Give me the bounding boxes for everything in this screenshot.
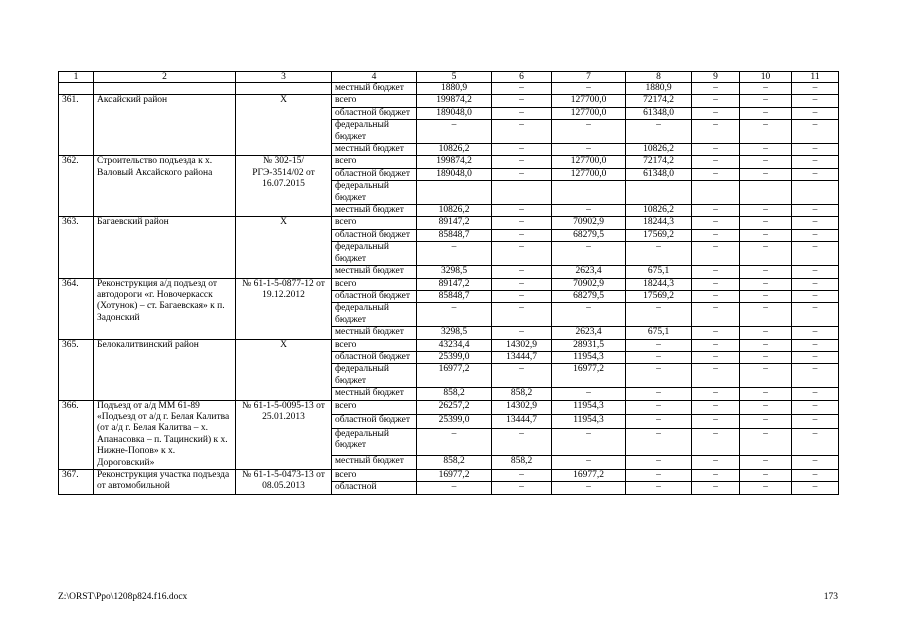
value-cell: 89147,2 bbox=[417, 217, 492, 229]
value-cell: 25399,0 bbox=[417, 414, 492, 428]
value-cell: – bbox=[740, 388, 792, 400]
value-cell: – bbox=[740, 470, 792, 482]
entry-name: Белокалитвинский район bbox=[94, 339, 236, 400]
value-cell: – bbox=[740, 290, 792, 302]
value-cell: – bbox=[417, 242, 492, 266]
value-cell: 26257,2 bbox=[417, 400, 492, 414]
value-cell bbox=[492, 181, 552, 205]
value-cell: 189048,0 bbox=[417, 168, 492, 180]
value-cell: – bbox=[626, 470, 692, 482]
value-cell bbox=[552, 181, 626, 205]
value-cell: 10826,2 bbox=[626, 144, 692, 156]
value-cell: – bbox=[552, 242, 626, 266]
value-cell: – bbox=[492, 229, 552, 241]
column-header: 10 bbox=[740, 72, 792, 83]
column-header: 7 bbox=[552, 72, 626, 83]
entry-number: 367. bbox=[59, 470, 94, 495]
value-cell: – bbox=[492, 144, 552, 156]
value-cell: – bbox=[740, 266, 792, 278]
value-cell: – bbox=[692, 470, 740, 482]
budget-label: всего bbox=[332, 95, 417, 107]
value-cell: – bbox=[417, 428, 492, 455]
value-cell: – bbox=[692, 229, 740, 241]
value-cell: 675,1 bbox=[626, 327, 692, 339]
value-cell: – bbox=[692, 482, 740, 494]
value-cell: 858,2 bbox=[492, 455, 552, 469]
value-cell: 14302,9 bbox=[492, 400, 552, 414]
value-cell: 17569,2 bbox=[626, 290, 692, 302]
budget-label: местный бюджет bbox=[332, 144, 417, 156]
value-cell: – bbox=[692, 455, 740, 469]
value-cell: 25399,0 bbox=[417, 351, 492, 363]
value-cell: – bbox=[740, 351, 792, 363]
value-cell: 18244,3 bbox=[626, 278, 692, 290]
value-cell: – bbox=[692, 144, 740, 156]
budget-label: областной bbox=[332, 482, 417, 494]
entry-number: 365. bbox=[59, 339, 94, 400]
value-cell: 127700,0 bbox=[552, 107, 626, 119]
budget-label: федеральный бюджет bbox=[332, 242, 417, 266]
footer-file-path: Z:\ORST\Ppo\1208p824.f16.docx bbox=[58, 592, 188, 602]
budget-label: областной бюджет bbox=[332, 414, 417, 428]
table-row bbox=[59, 339, 839, 351]
value-cell: – bbox=[792, 217, 839, 229]
value-cell: 16977,2 bbox=[552, 470, 626, 482]
value-cell: – bbox=[792, 327, 839, 339]
value-cell: – bbox=[692, 266, 740, 278]
value-cell: 13444,7 bbox=[492, 351, 552, 363]
entry-name: Багаевский район bbox=[94, 217, 236, 278]
value-cell: – bbox=[552, 205, 626, 217]
value-cell: – bbox=[492, 242, 552, 266]
value-cell: 16977,2 bbox=[417, 470, 492, 482]
value-cell: – bbox=[740, 217, 792, 229]
value-cell: – bbox=[792, 428, 839, 455]
value-cell: – bbox=[626, 400, 692, 414]
value-cell: – bbox=[492, 482, 552, 494]
value-cell: – bbox=[417, 482, 492, 494]
column-header: 11 bbox=[792, 72, 839, 83]
budget-label: областной бюджет bbox=[332, 351, 417, 363]
budget-label: областной бюджет bbox=[332, 168, 417, 180]
entry-doc: № 302-15/РГЭ-3514/02 от 16.07.2015 bbox=[236, 156, 332, 217]
value-cell: – bbox=[492, 168, 552, 180]
budget-label: всего bbox=[332, 217, 417, 229]
value-cell: – bbox=[626, 428, 692, 455]
value-cell: – bbox=[626, 339, 692, 351]
value-cell: – bbox=[552, 455, 626, 469]
value-cell: – bbox=[492, 327, 552, 339]
value-cell: – bbox=[492, 83, 552, 95]
value-cell: – bbox=[740, 414, 792, 428]
value-cell: 17569,2 bbox=[626, 229, 692, 241]
value-cell: – bbox=[626, 364, 692, 388]
value-cell: 3298,5 bbox=[417, 266, 492, 278]
budget-label: федеральный бюджет bbox=[332, 303, 417, 327]
value-cell: – bbox=[740, 229, 792, 241]
value-cell: – bbox=[692, 107, 740, 119]
budget-label: областной бюджет bbox=[332, 107, 417, 119]
value-cell: – bbox=[417, 120, 492, 144]
value-cell: – bbox=[740, 168, 792, 180]
value-cell: 14302,9 bbox=[492, 339, 552, 351]
value-cell: – bbox=[626, 242, 692, 266]
value-cell: – bbox=[740, 156, 792, 168]
value-cell: 11954,3 bbox=[552, 400, 626, 414]
budget-table bbox=[58, 71, 839, 495]
value-cell: – bbox=[417, 303, 492, 327]
entry-doc-cell bbox=[236, 83, 332, 95]
entry-number: 366. bbox=[59, 400, 94, 469]
value-cell: 10826,2 bbox=[626, 205, 692, 217]
page-number: 173 bbox=[823, 592, 838, 602]
value-cell: 10826,2 bbox=[417, 144, 492, 156]
budget-label: всего bbox=[332, 278, 417, 290]
value-cell: – bbox=[492, 107, 552, 119]
entry-number-cell bbox=[59, 83, 94, 95]
value-cell: – bbox=[692, 120, 740, 144]
value-cell: 13444,7 bbox=[492, 414, 552, 428]
value-cell bbox=[692, 181, 740, 205]
value-cell: – bbox=[792, 278, 839, 290]
value-cell: – bbox=[626, 388, 692, 400]
value-cell: 11954,3 bbox=[552, 351, 626, 363]
value-cell: 68279,5 bbox=[552, 229, 626, 241]
value-cell: – bbox=[692, 364, 740, 388]
value-cell: 16977,2 bbox=[417, 364, 492, 388]
value-cell: – bbox=[626, 455, 692, 469]
value-cell: – bbox=[792, 388, 839, 400]
value-cell: 3298,5 bbox=[417, 327, 492, 339]
value-cell: – bbox=[792, 95, 839, 107]
value-cell: – bbox=[492, 95, 552, 107]
budget-label: местный бюджет bbox=[332, 455, 417, 469]
value-cell: – bbox=[552, 482, 626, 494]
value-cell: – bbox=[792, 242, 839, 266]
value-cell: – bbox=[626, 414, 692, 428]
value-cell: 28931,5 bbox=[552, 339, 626, 351]
value-cell: – bbox=[792, 339, 839, 351]
value-cell: – bbox=[740, 339, 792, 351]
value-cell: – bbox=[692, 217, 740, 229]
column-header: 1 bbox=[59, 72, 94, 83]
value-cell: – bbox=[626, 303, 692, 327]
value-cell: – bbox=[792, 303, 839, 327]
budget-label: всего bbox=[332, 470, 417, 482]
value-cell: – bbox=[792, 414, 839, 428]
value-cell: – bbox=[692, 83, 740, 95]
value-cell: 85848,7 bbox=[417, 229, 492, 241]
budget-label: федеральный бюджет bbox=[332, 364, 417, 388]
value-cell: – bbox=[792, 83, 839, 95]
budget-label: всего bbox=[332, 156, 417, 168]
value-cell: – bbox=[692, 351, 740, 363]
budget-label: областной бюджет bbox=[332, 229, 417, 241]
value-cell: – bbox=[792, 205, 839, 217]
value-cell: – bbox=[692, 168, 740, 180]
entry-number: 363. bbox=[59, 217, 94, 278]
budget-label: всего bbox=[332, 400, 417, 414]
column-header: 2 bbox=[94, 72, 236, 83]
value-cell: – bbox=[792, 120, 839, 144]
value-cell: 72174,2 bbox=[626, 95, 692, 107]
value-cell: 1880,9 bbox=[417, 83, 492, 95]
value-cell: – bbox=[692, 95, 740, 107]
value-cell: – bbox=[792, 351, 839, 363]
table-body bbox=[59, 72, 839, 495]
value-cell: – bbox=[692, 205, 740, 217]
entry-name: Реконструкция участка подъезда от автомобильной bbox=[94, 470, 236, 495]
value-cell: 70902,9 bbox=[552, 217, 626, 229]
value-cell: – bbox=[692, 278, 740, 290]
value-cell: 1880,9 bbox=[626, 83, 692, 95]
budget-label: местный бюджет bbox=[332, 388, 417, 400]
value-cell: 16977,2 bbox=[552, 364, 626, 388]
value-cell: 43234,4 bbox=[417, 339, 492, 351]
value-cell: – bbox=[792, 470, 839, 482]
table-row bbox=[59, 278, 839, 290]
value-cell: 2623,4 bbox=[552, 266, 626, 278]
value-cell: 127700,0 bbox=[552, 168, 626, 180]
value-cell: – bbox=[740, 364, 792, 388]
value-cell: – bbox=[552, 120, 626, 144]
value-cell: 61348,0 bbox=[626, 168, 692, 180]
value-cell: 18244,3 bbox=[626, 217, 692, 229]
value-cell: 2623,4 bbox=[552, 327, 626, 339]
value-cell: – bbox=[692, 327, 740, 339]
entry-number: 361. bbox=[59, 95, 94, 156]
value-cell: – bbox=[792, 290, 839, 302]
entry-number: 364. bbox=[59, 278, 94, 339]
value-cell: – bbox=[692, 428, 740, 455]
table-row bbox=[59, 470, 839, 482]
entry-name: Строительство подъезда к х. Валовый Аксайского района bbox=[94, 156, 236, 217]
value-cell: 675,1 bbox=[626, 266, 692, 278]
value-cell: – bbox=[792, 482, 839, 494]
value-cell: – bbox=[492, 290, 552, 302]
table-row bbox=[59, 400, 839, 414]
column-header: 8 bbox=[626, 72, 692, 83]
value-cell: – bbox=[492, 266, 552, 278]
value-cell: 858,2 bbox=[417, 388, 492, 400]
entry-doc: Х bbox=[236, 217, 332, 278]
value-cell: – bbox=[692, 414, 740, 428]
value-cell: 858,2 bbox=[492, 388, 552, 400]
value-cell: 199874,2 bbox=[417, 95, 492, 107]
budget-label: местный бюджет bbox=[332, 266, 417, 278]
value-cell bbox=[740, 181, 792, 205]
column-header: 3 bbox=[236, 72, 332, 83]
value-cell: 89147,2 bbox=[417, 278, 492, 290]
entry-name-cell bbox=[94, 83, 236, 95]
value-cell: – bbox=[792, 266, 839, 278]
value-cell: – bbox=[740, 107, 792, 119]
entry-name: Подъезд от а/д ММ 61-89 «Подъезд от а/д г. Белая Калитва (от а/д г. Белая Калитва – х. Апанасовка – п. Тацинский) к х. Нижне-Попов» к х. Дороговский» bbox=[94, 400, 236, 469]
value-cell: – bbox=[692, 400, 740, 414]
value-cell: 11954,3 bbox=[552, 414, 626, 428]
value-cell bbox=[792, 181, 839, 205]
value-cell: – bbox=[740, 327, 792, 339]
value-cell: – bbox=[692, 156, 740, 168]
value-cell: – bbox=[792, 229, 839, 241]
value-cell: – bbox=[792, 400, 839, 414]
value-cell: – bbox=[492, 217, 552, 229]
value-cell: 127700,0 bbox=[552, 95, 626, 107]
value-cell: – bbox=[552, 144, 626, 156]
value-cell: – bbox=[552, 83, 626, 95]
value-cell: 61348,0 bbox=[626, 107, 692, 119]
value-cell: – bbox=[740, 205, 792, 217]
entry-name: Аксайский район bbox=[94, 95, 236, 156]
value-cell: – bbox=[626, 120, 692, 144]
value-cell: – bbox=[792, 156, 839, 168]
value-cell: – bbox=[792, 107, 839, 119]
budget-label: областной бюджет bbox=[332, 290, 417, 302]
budget-label: федеральный бюджет bbox=[332, 428, 417, 455]
value-cell: 189048,0 bbox=[417, 107, 492, 119]
value-cell: – bbox=[740, 278, 792, 290]
value-cell: – bbox=[692, 388, 740, 400]
value-cell: – bbox=[740, 455, 792, 469]
table-row bbox=[59, 95, 839, 107]
table-row bbox=[59, 156, 839, 168]
value-cell: – bbox=[492, 120, 552, 144]
value-cell: – bbox=[492, 364, 552, 388]
entry-doc: № 61-1-5-0877-12 от 19.12.2012 bbox=[236, 278, 332, 339]
entry-number: 362. bbox=[59, 156, 94, 217]
value-cell: 10826,2 bbox=[417, 205, 492, 217]
value-cell: – bbox=[740, 400, 792, 414]
value-cell bbox=[417, 181, 492, 205]
value-cell: 72174,2 bbox=[626, 156, 692, 168]
value-cell: – bbox=[692, 339, 740, 351]
entry-doc: Х bbox=[236, 339, 332, 400]
value-cell: – bbox=[692, 303, 740, 327]
column-header: 6 bbox=[492, 72, 552, 83]
budget-label: местный бюджет bbox=[332, 205, 417, 217]
entry-doc: № 61-1-5-0473-13 от 08.05.2013 bbox=[236, 470, 332, 495]
value-cell: 85848,7 bbox=[417, 290, 492, 302]
value-cell: – bbox=[552, 388, 626, 400]
table-row bbox=[59, 217, 839, 229]
budget-label: федеральный бюджет bbox=[332, 120, 417, 144]
value-cell: 199874,2 bbox=[417, 156, 492, 168]
value-cell: – bbox=[552, 428, 626, 455]
value-cell: – bbox=[792, 144, 839, 156]
value-cell: – bbox=[792, 168, 839, 180]
value-cell: – bbox=[626, 482, 692, 494]
column-header: 9 bbox=[692, 72, 740, 83]
value-cell: 68279,5 bbox=[552, 290, 626, 302]
carry-over-row bbox=[59, 83, 839, 95]
value-cell: – bbox=[740, 428, 792, 455]
entry-doc: № 61-1-5-0095-13 от 25.01.2013 bbox=[236, 400, 332, 469]
value-cell: 858,2 bbox=[417, 455, 492, 469]
value-cell: – bbox=[740, 83, 792, 95]
value-cell: – bbox=[692, 290, 740, 302]
value-cell: – bbox=[626, 351, 692, 363]
value-cell: – bbox=[692, 242, 740, 266]
budget-label: местный бюджет bbox=[332, 83, 417, 95]
value-cell: 70902,9 bbox=[552, 278, 626, 290]
budget-label: всего bbox=[332, 339, 417, 351]
value-cell: – bbox=[740, 95, 792, 107]
value-cell: – bbox=[792, 364, 839, 388]
value-cell: – bbox=[492, 303, 552, 327]
value-cell: – bbox=[792, 455, 839, 469]
value-cell: – bbox=[552, 303, 626, 327]
entry-name: Реконструкция а/д подъезд от автодороги «г. Новочеркасск (Хотунок) – ст. Багаевская» к п. Задонский bbox=[94, 278, 236, 339]
entry-doc: Х bbox=[236, 95, 332, 156]
budget-label: федеральный бюджет bbox=[332, 181, 417, 205]
value-cell bbox=[626, 181, 692, 205]
header-row bbox=[59, 72, 839, 83]
value-cell: – bbox=[492, 278, 552, 290]
value-cell: – bbox=[740, 144, 792, 156]
column-header: 4 bbox=[332, 72, 417, 83]
value-cell: – bbox=[740, 303, 792, 327]
value-cell: – bbox=[492, 470, 552, 482]
value-cell: 127700,0 bbox=[552, 156, 626, 168]
value-cell: – bbox=[740, 482, 792, 494]
column-header: 5 bbox=[417, 72, 492, 83]
value-cell: – bbox=[740, 120, 792, 144]
value-cell: – bbox=[492, 156, 552, 168]
budget-label: местный бюджет bbox=[332, 327, 417, 339]
value-cell: – bbox=[492, 205, 552, 217]
value-cell: – bbox=[740, 242, 792, 266]
value-cell: – bbox=[492, 428, 552, 455]
